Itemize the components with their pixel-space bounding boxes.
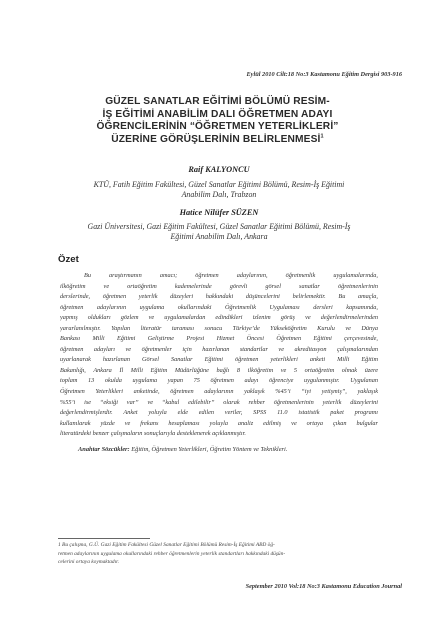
author-affiliation-1 [58,180,380,200]
title-line-2: İŞ EĞİTİMİ ANABİLİM DALI ÖĞRETMEN ADAYI [102,108,333,120]
title-footnote-mark: 1 [320,133,324,140]
footnote-line: retmen adaylarının uygulama okullarındaki rehber öğretmenlerin yeterlik standartları hakkındaki düşün- [58,550,286,557]
abstract-line: değerlendirmişlerdir. Anket yoluyla elde edilen veriler, SPSS 11.0 istatistik paket programı [60,409,378,417]
abstract-line: toplam 13 okulda uygulama yapan 75 öğretmen adayı öğrenciye uygulanmıştır. Uygulanan [60,377,378,385]
author-name-1: Raif KALYONCU [188,165,250,174]
affiliation-line: Eğitimi Anabilim Dalı, Ankara [170,232,268,242]
footnote-line: celerini ortaya koymaktadır. [58,559,119,566]
title-line-1: GÜZEL SANATLAR EĞİTİMİ BÖLÜMÜ RESİM- [105,96,330,107]
abstract-heading: Özet [58,254,79,265]
author-name-2: Hatice Nilüfer SÜZEN [179,208,259,217]
abstract-line: Bankası Milli Eğitimi Geliştirme Projesi Hizmet Öncesi Öğretmen Eğitimi çerçevesinde, [60,335,378,343]
keywords-label: Anahtar Sözcükler: [78,446,130,453]
abstract-line: Bu araştırmanın amacı; öğretmen adaylarının, öğretmenlik uygulamalarında, [84,272,378,279]
abstract-line: öğretmen adaylarının uygulama okullarındaki Öğretmenlik Uygulaması dersleri kapsamında, [60,303,378,311]
abstract-line: kullanılarak yüzde ve frekans hesaplaması yoluyla analiz edilmiş ve ortaya çıkan bulgular [60,419,378,427]
footnote-line: 1 Bu çalışma, G.Ü. Gazi Eğitim Fakültesi Güzel Sanatlar Eğitimi Bölümü Resim-İş Eğitimi ABD öğ- [58,542,275,548]
journal-footer: September 2010 Vol:18 No:3 Kastamonu Education Journal [245,583,402,590]
title-line-3: ÖĞRENCİLERİNİN “ÖĞRETMEN YETERLİKLERİ” [96,121,339,133]
article-title [60,96,375,146]
keywords-text: Eğitim, Öğretmen Yeterlikleri, Öğretim Yöntem ve Teknikleri. [129,446,288,453]
abstract-line: yapmış oldukları gözlem ve uygulamalardan edindikleri izlenim görüş ve değerlendirmelerinden [60,314,378,322]
abstract-body [60,271,378,440]
author-affiliation-2 [58,222,380,242]
abstract-line: Öğretmen Yeterlikleri anketinde, öğretmen adaylarının yaklaşık %45’i “iyi yetişmiş”, yaklaşık [60,388,378,396]
abstract-line: öğretmen adayları ve öğretmenler için hazırlanan standartlar ve akreditasyon çalışmalarından [60,345,378,353]
footnote [58,541,378,567]
abstract-line: Bakanlığı, Ankara İl Milli Eğitim Müdürlüğüne bağlı 8 ilköğretim ve 5 ortaöğretim olmak üzere [60,366,378,374]
abstract-line: %55’i ise “eksiği var” ve “kabul edilebilir” olarak rehber öğretmenlerinin yeterlik düzeylerini [60,398,378,406]
abstract-line: uyarlanarak hazırlanan Görsel Sanatlar Eğitimi öğretmen yeterlikleri anketi Milli Eğitim [60,356,378,364]
affiliation-line: Gazi Üniversitesi, Gazi Eğitim Fakültesi, Güzel Sanatlar Eğitimi Bölümü, Resim-İş [87,222,351,231]
journal-header: Eylül 2010 Cilt:18 No:3 Kastamonu Eğitim Dergisi 903-916 [246,71,402,78]
abstract-line: literatürdeki benzer çalışmaların sonuçlarıyla desteklenerek açıklanmıştır. [60,430,246,438]
affiliation-line: KTÜ, Fatih Eğitim Fakültesi, Güzel Sanatlar Eğitimi Bölümü, Resim-İş Eğitimi [93,180,345,189]
abstract-line: ilköğretim ve ortaöğretim kademelerinde görevli görsel sanatlar öğretmenlerinin [60,282,378,290]
title-line-4: ÜZERİNE GÖRÜŞLERİNİN BELİRLENMESİ$^1$ [111,133,324,145]
abstract-line: yararlanılmıştır. Yapılan literatür taraması sonucu Türkiye’de Yükseköğretim Kurulu ve Dünya [60,324,378,332]
keywords [78,446,378,453]
abstract-line: derslerinde, öğretmen yeterlik düzeyleri hakkındaki düşüncelerini belirlemektir. Bu amaçla, [60,293,378,301]
affiliation-line: Anabilim Dalı, Trabzon [181,190,257,200]
footnote-divider [58,538,150,539]
